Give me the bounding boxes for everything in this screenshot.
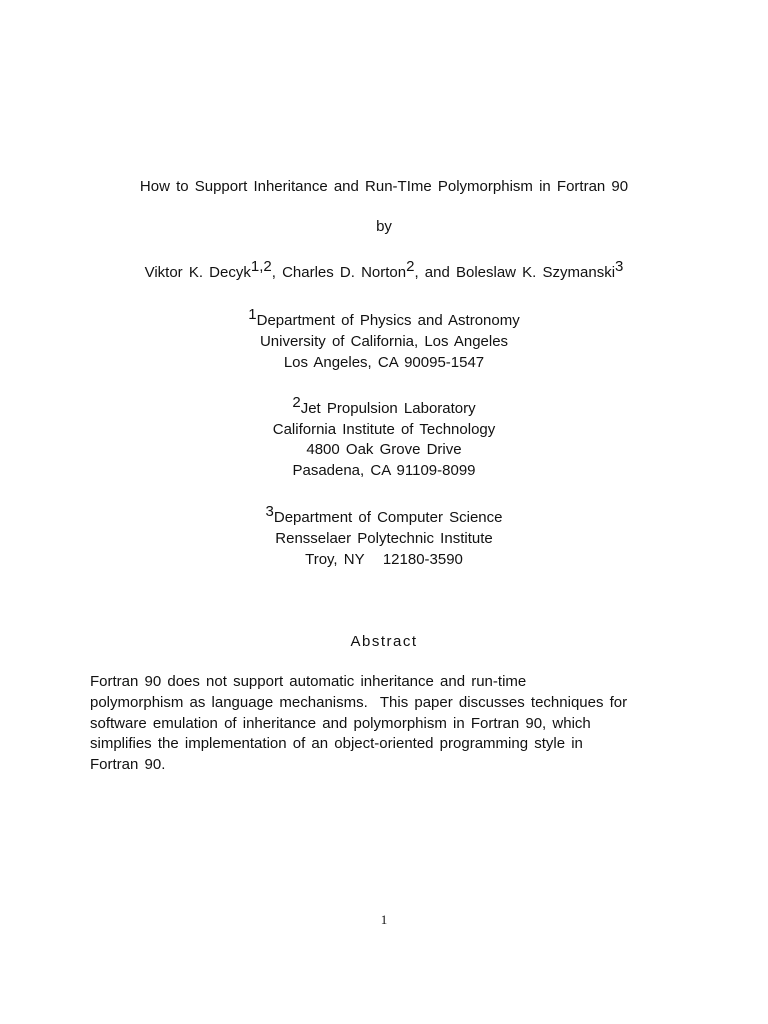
affiliation-marker: 1	[248, 306, 257, 323]
abstract-line: polymorphism as language mechanisms. This paper discusses techniques for	[90, 693, 628, 711]
affiliation-3-line-3: Troy, NY 12180-3590	[305, 551, 463, 568]
author-separator: , and	[414, 264, 456, 281]
affiliation-marker: 2	[292, 394, 301, 411]
affiliation-1-line-2: University of California, Los Angeles	[259, 333, 509, 350]
affiliation-3-line-1	[0, 503, 768, 528]
abstract-line: Fortran 90 does not support automatic inheritance and run-time	[90, 673, 527, 690]
affiliation-2-line-4: Pasadena, CA 91109-8099	[292, 462, 476, 479]
affiliation-marker: 1,2	[250, 258, 272, 275]
abstract-line: Fortran 90.	[90, 756, 166, 774]
by-line: by	[376, 218, 392, 235]
page-number: 1	[380, 912, 388, 927]
affiliation-2-line-3: 4800 Oak Grove Drive	[306, 441, 462, 458]
affiliation-department: Jet Propulsion Laboratory	[300, 400, 476, 417]
author-name: Boleslaw K. Szymanski	[455, 264, 616, 281]
affiliation-1-line-3: Los Angeles, CA 90095-1547	[283, 354, 485, 371]
affiliation-department: Department of Computer Science	[273, 509, 503, 526]
affiliation-3-line-2: Rensselaer Polytechnic Institute	[275, 530, 493, 547]
author-list	[0, 258, 768, 283]
affiliation-marker: 3	[265, 503, 274, 520]
affiliation-marker: 3	[615, 258, 624, 275]
affiliation-1-line-1	[0, 306, 768, 331]
affiliation-marker: 2	[406, 258, 415, 275]
author-name: Viktor K. Decyk	[144, 264, 251, 281]
affiliation-department: Department of Physics and Astronomy	[256, 312, 520, 329]
author-separator: ,	[271, 264, 283, 281]
author-name: Charles D. Norton	[282, 264, 407, 281]
abstract-line: simplifies the implementation of an object-oriented programming style in	[90, 735, 583, 753]
abstract-heading: Abstract	[350, 633, 418, 650]
paper-title: How to Support Inheritance and Run-TIme Polymorphism in Fortran 90	[139, 178, 629, 195]
affiliation-2-line-2: California Institute of Technology	[272, 421, 496, 438]
abstract-body	[90, 672, 690, 776]
abstract-line: software emulation of inheritance and polymorphism in Fortran 90, which	[90, 714, 591, 732]
affiliation-2-line-1	[0, 394, 768, 419]
